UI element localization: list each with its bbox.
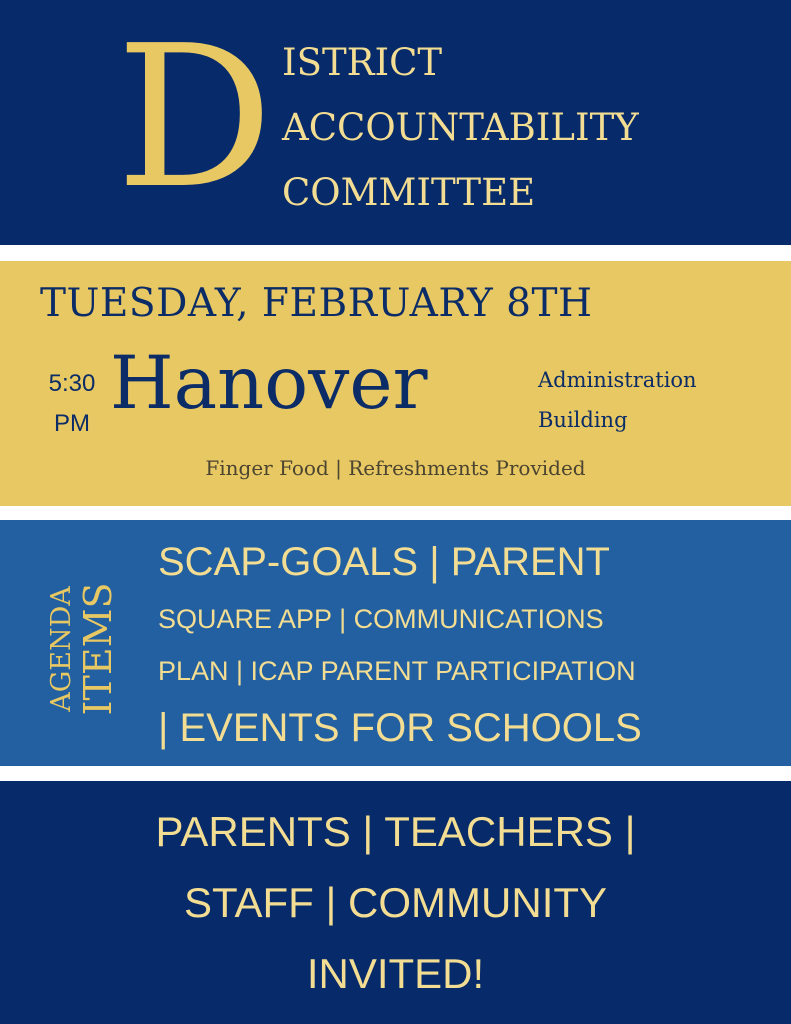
meeting-time [36,364,108,444]
refreshments-note: Finger Food | Refreshments Provided [205,456,586,480]
title-line-district: ISTRICT [282,41,443,84]
agenda-band [0,520,791,766]
title-initial: D [116,4,274,232]
agenda-label-bottom: ITEMS [76,582,120,716]
meeting-location: Hanover [110,341,428,426]
venue-line-building: Building [538,408,628,432]
meeting-time-hour: 5:30 [48,370,96,397]
venue-line-administration: Administration [538,368,697,392]
invite-line-3: INVITED! [306,950,485,997]
meeting-venue [538,360,697,440]
agenda-line-1: SCAP-GOALS | PARENT [158,540,610,584]
header-band [0,0,791,245]
invitation-band [0,781,791,1024]
agenda-line-3: PLAN | ICAP PARENT PARTICIPATION [158,656,636,686]
invite-line-2: STAFF | COMMUNITY [183,879,608,926]
agenda-line-2: SQUARE APP | COMMUNICATIONS [158,604,604,634]
meeting-time-period: PM [54,410,90,437]
title-line-committee: COMMITTEE [282,171,536,214]
meeting-details-band [0,261,791,506]
invite-line-1: PARENTS | TEACHERS | [155,808,636,855]
agenda-line-4: | EVENTS FOR SCHOOLS [158,706,642,750]
title-line-accountability: ACCOUNTABILITY [282,106,639,149]
agenda-label-top: AGENDA [46,586,77,712]
agenda-label [43,557,123,742]
meeting-date: TUESDAY, FEBRUARY 8TH [40,281,593,326]
